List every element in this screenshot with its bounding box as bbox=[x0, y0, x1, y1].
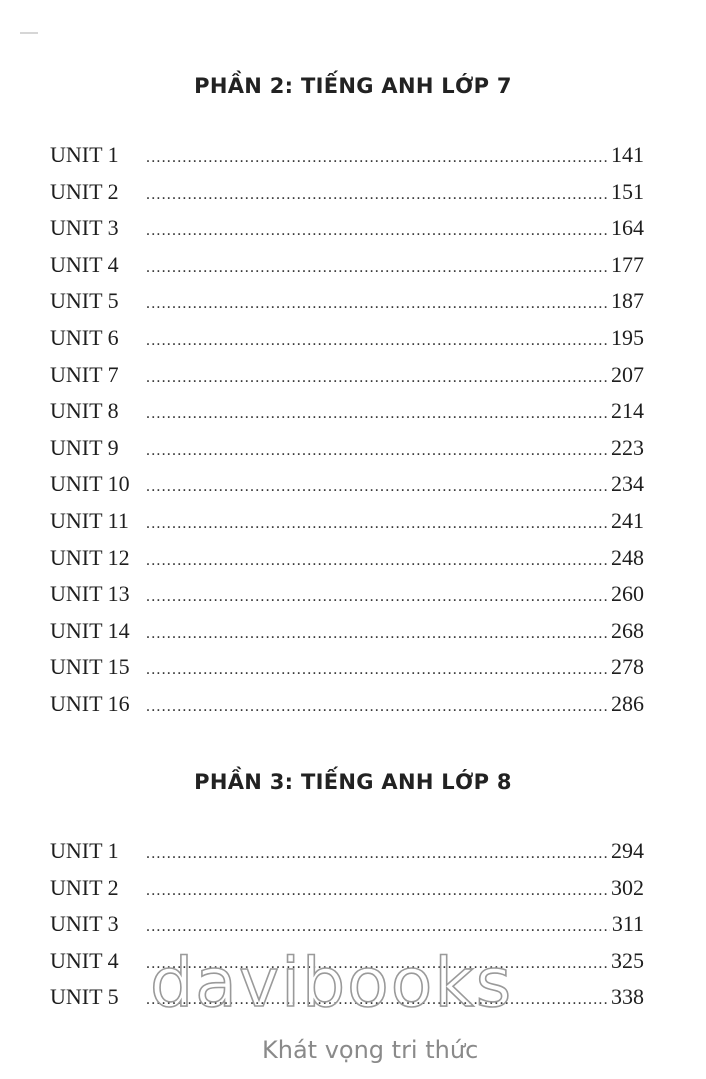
dot-leader bbox=[146, 698, 609, 716]
toc-entry-page-number: 214 bbox=[611, 398, 644, 424]
toc-entry-label: UNIT 1 bbox=[50, 142, 119, 167]
toc-entry-page-number: 311 bbox=[611, 911, 644, 937]
toc-entry-label: UNIT 15 bbox=[50, 654, 130, 680]
toc-entry-label: UNIT 6 bbox=[50, 324, 119, 350]
toc-entry-label: UNIT 16 bbox=[50, 690, 130, 716]
toc-entry bbox=[50, 288, 644, 325]
toc-entry-page-number: 195 bbox=[611, 324, 644, 350]
toc-entry bbox=[50, 215, 644, 252]
toc-entry bbox=[50, 435, 644, 472]
dot-leader bbox=[146, 369, 609, 387]
toc-entry bbox=[50, 398, 644, 435]
toc-entry-label: UNIT 12 bbox=[50, 544, 130, 570]
section-title-phan-3: PHẦN 3: TIẾNG ANH LỚP 8 bbox=[194, 770, 512, 794]
watermark bbox=[150, 944, 570, 1075]
dot-leader bbox=[146, 515, 609, 533]
dot-leader bbox=[146, 222, 609, 240]
toc-entry bbox=[50, 911, 644, 948]
toc-entry-label: UNIT 3 bbox=[50, 215, 119, 241]
watermark-brand: davibooks bbox=[150, 944, 514, 1023]
toc-entry-label: UNIT 3 bbox=[50, 911, 119, 937]
dot-leader bbox=[146, 259, 609, 277]
dot-leader bbox=[146, 332, 609, 350]
toc-entry-page-number: 325 bbox=[611, 947, 644, 973]
dot-leader bbox=[146, 295, 609, 313]
toc-list-phan-2 bbox=[50, 142, 644, 728]
dot-leader bbox=[146, 405, 609, 423]
toc-entry bbox=[50, 838, 644, 875]
toc-entry bbox=[50, 691, 644, 728]
toc-entry-page-number: 302 bbox=[611, 874, 644, 900]
toc-entry-page-number: 164 bbox=[611, 215, 644, 241]
toc-entry-label: UNIT 2 bbox=[50, 874, 119, 900]
toc-entry bbox=[50, 471, 644, 508]
toc-entry bbox=[50, 252, 644, 289]
dot-leader bbox=[146, 186, 609, 204]
toc-entry-page-number: 286 bbox=[611, 690, 644, 716]
dot-leader bbox=[146, 478, 609, 496]
toc-entry bbox=[50, 362, 644, 399]
toc-entry-label: UNIT 10 bbox=[50, 471, 130, 497]
dot-leader bbox=[146, 661, 609, 679]
toc-entry-label: UNIT 9 bbox=[50, 434, 119, 460]
toc-entry-page-number: 234 bbox=[611, 471, 644, 497]
dot-leader bbox=[146, 625, 609, 643]
toc-entry-page-number: 187 bbox=[611, 288, 644, 314]
toc-entry-label: UNIT 2 bbox=[50, 178, 119, 204]
dot-leader bbox=[146, 442, 609, 460]
toc-entry bbox=[50, 179, 644, 216]
dot-leader bbox=[146, 845, 609, 863]
toc-entry bbox=[50, 654, 644, 691]
section-title-phan-2: PHẦN 2: TIẾNG ANH LỚP 7 bbox=[194, 74, 512, 98]
toc-entry-label: UNIT 5 bbox=[50, 984, 119, 1010]
watermark-slogan: Khát vọng tri thức bbox=[262, 1036, 479, 1064]
dot-leader bbox=[146, 588, 609, 606]
toc-entry-label: UNIT 4 bbox=[50, 947, 119, 973]
toc-entry-page-number: 151 bbox=[611, 178, 644, 204]
toc-entry-page-number: 268 bbox=[611, 617, 644, 643]
dot-leader bbox=[146, 552, 609, 570]
toc-entry-label: UNIT 8 bbox=[50, 398, 119, 424]
toc-entry-label: UNIT 5 bbox=[50, 288, 119, 314]
toc-entry-label: UNIT 13 bbox=[50, 581, 130, 607]
toc-entry bbox=[50, 545, 644, 582]
toc-entry-label: UNIT 1 bbox=[50, 838, 119, 863]
toc-entry-page-number: 177 bbox=[611, 251, 644, 277]
toc-entry-page-number: 241 bbox=[611, 507, 644, 533]
toc-entry-page-number: 141 bbox=[611, 142, 644, 167]
dot-leader bbox=[146, 149, 609, 167]
scan-mark bbox=[20, 32, 38, 34]
toc-entry bbox=[50, 142, 644, 179]
toc-entry-page-number: 248 bbox=[611, 544, 644, 570]
toc-entry bbox=[50, 875, 644, 912]
toc-entry bbox=[50, 325, 644, 362]
toc-entry-page-number: 223 bbox=[611, 434, 644, 460]
dot-leader bbox=[146, 918, 610, 936]
toc-entry-label: UNIT 7 bbox=[50, 361, 119, 387]
dot-leader bbox=[146, 882, 609, 900]
toc-entry bbox=[50, 618, 644, 655]
toc-entry-label: UNIT 11 bbox=[50, 507, 129, 533]
toc-entry-page-number: 338 bbox=[611, 984, 644, 1010]
toc-entry-page-number: 260 bbox=[611, 581, 644, 607]
toc-entry-page-number: 294 bbox=[611, 838, 644, 863]
toc-entry-label: UNIT 14 bbox=[50, 617, 130, 643]
toc-entry bbox=[50, 508, 644, 545]
toc-entry-page-number: 278 bbox=[611, 654, 644, 680]
toc-entry-label: UNIT 4 bbox=[50, 251, 119, 277]
toc-entry-page-number: 207 bbox=[611, 361, 644, 387]
toc-entry bbox=[50, 581, 644, 618]
